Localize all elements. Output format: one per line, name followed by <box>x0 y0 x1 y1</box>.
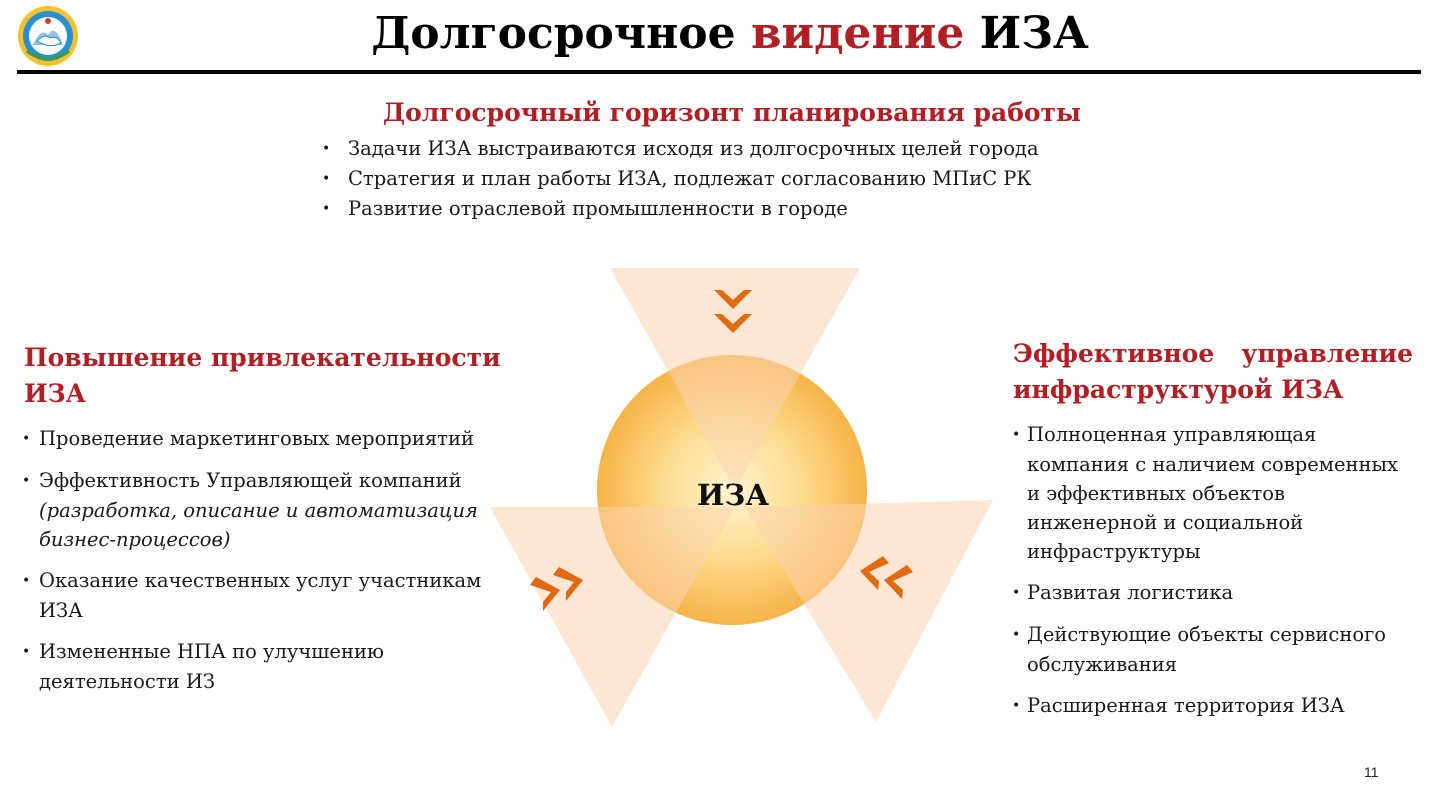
center-label: ИЗА <box>697 478 769 512</box>
page-number: 11 <box>1364 764 1379 780</box>
right-block-heading <box>1013 336 1413 408</box>
title-part1: Долгосрочное <box>371 8 751 59</box>
title-part3: ИЗА <box>964 8 1089 59</box>
list-item: • Расширенная территория ИЗА <box>1012 691 1412 721</box>
list-item-note: (разработка, описание и автоматизация бизнес-процессов) <box>39 499 478 551</box>
top-block-heading: Долгосрочный горизонт планирования работы <box>382 98 1082 127</box>
list-item <box>22 637 522 696</box>
list-item: • Развитая логистика <box>1012 578 1412 608</box>
list-item-text: Оказание качественных услуг участникам ИЗА <box>39 569 482 622</box>
list-item-text: Измененные НПА по улучшению деятельности ИЗ <box>39 640 384 693</box>
list-item <box>22 466 522 554</box>
right-heading-line2: инфраструктурой ИЗА <box>1013 375 1344 404</box>
list-item-text: Проведение маркетинговых мероприятий <box>39 427 474 450</box>
right-heading-word1: Эффективное <box>1013 339 1215 368</box>
list-item: • Стратегия и план работы ИЗА, подлежат согласованию МПиС РК <box>322 164 1039 194</box>
list-item <box>22 424 522 454</box>
list-item: • Полноценная управляющая компания с наличием современных и эффективных объектов инженерной и социальной инфраструктуры <box>1012 420 1412 566</box>
title-accent: видение <box>750 8 965 59</box>
list-item <box>22 566 522 625</box>
list-item: • Действующие объекты сервисного обслуживания <box>1012 620 1412 679</box>
right-heading-word2: управление <box>1241 339 1413 368</box>
left-block-list <box>22 424 522 708</box>
list-item: • Задачи ИЗА выстраиваются исходя из долгосрочных целей города <box>322 134 1039 164</box>
left-block-heading: Повышение привлекательности ИЗА <box>24 343 501 408</box>
list-item: • Развитие отраслевой промышленности в городе <box>322 194 1039 224</box>
right-block-list <box>1012 420 1412 733</box>
list-item-text: Эффективность Управляющей компаний <box>39 469 462 492</box>
